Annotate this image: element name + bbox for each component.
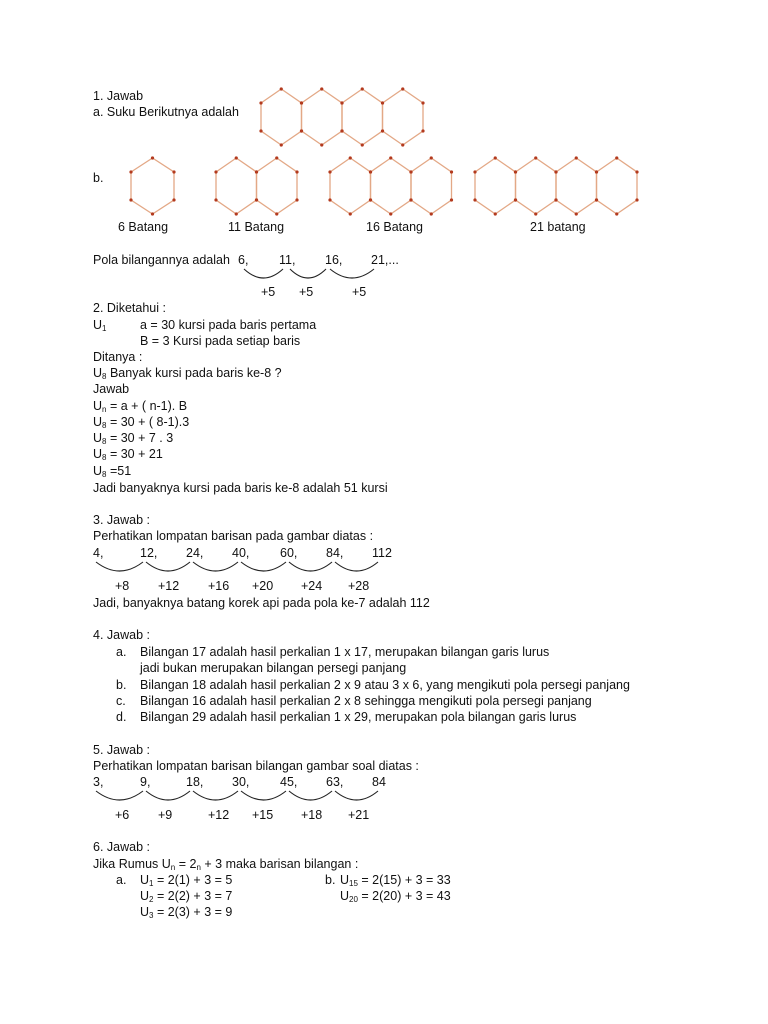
q1-seq-term: 21,... bbox=[371, 253, 399, 267]
q6-a-item: $U_3 = 2(3) + 3 = 9$ bbox=[140, 905, 233, 920]
q5-diff: +6 bbox=[115, 808, 130, 822]
q4-header: 4. Jawab : bbox=[93, 628, 150, 642]
difference-arc bbox=[193, 791, 238, 800]
q2-b-line: B = 3 Kursi pada setiap baris bbox=[140, 334, 301, 348]
q5-seq-term: 84 bbox=[372, 775, 386, 789]
q4-item-label: c. bbox=[116, 694, 126, 708]
q1-seq-term: 11, bbox=[279, 253, 296, 267]
q2-step: $U_8 = 30 + 7$ . 3 bbox=[93, 431, 174, 446]
q2-question: $U_8$ Banyak kursi pada baris ke-8 ? bbox=[93, 366, 282, 381]
q4-item-text: Bilangan 16 adalah hasil perkalian 2 x 8 sehingga mengikuti pola persegi panjang bbox=[140, 694, 592, 708]
q3-diff: +28 bbox=[348, 579, 370, 593]
difference-arc bbox=[193, 562, 238, 571]
q3-conclusion: Jadi, banyaknya batang korek api pada pola ke-7 adalah 112 bbox=[93, 596, 430, 610]
q2-header: 2. Diketahui : bbox=[93, 301, 166, 315]
q3-intro: Perhatikan lompatan barisan pada gambar diatas : bbox=[93, 529, 374, 543]
q5-seq-term: 3, bbox=[93, 775, 104, 789]
q1-seq-term: 6, bbox=[238, 253, 249, 267]
q2-ditanya: Ditanya : bbox=[93, 350, 143, 364]
difference-arc bbox=[146, 791, 190, 800]
q3-diff: +16 bbox=[208, 579, 230, 593]
q2-step: $U_8 =51$ bbox=[93, 464, 132, 479]
q4-item-text: jadi bukan merupakan bilangan persegi panjang bbox=[140, 661, 407, 675]
q1-part-a-label: a. Suku Berikutnya adalah bbox=[93, 105, 239, 119]
q2-step: $U_8 = 30 + 21$ bbox=[93, 447, 163, 462]
q5-seq-term: 63, bbox=[326, 775, 344, 789]
q5-seq-term: 9, bbox=[140, 775, 151, 789]
q3-seq-term: 24, bbox=[186, 546, 204, 560]
q6-a-label: a. bbox=[116, 873, 127, 887]
q1-part-b-label: b. bbox=[93, 171, 104, 185]
q2-conclusion: Jadi banyaknya kursi pada baris ke-8 adalah 51 kursi bbox=[93, 481, 388, 495]
difference-arc bbox=[244, 269, 283, 278]
q1-diff: +5 bbox=[261, 285, 276, 299]
q4-item-label: b. bbox=[116, 678, 127, 692]
q4-item-label: a. bbox=[116, 645, 127, 659]
q5-seq-term: 30, bbox=[232, 775, 250, 789]
q3-seq-term: 4, bbox=[93, 546, 104, 560]
q2-jawab: Jawab bbox=[93, 382, 130, 396]
q5-seq-term: 45, bbox=[280, 775, 298, 789]
q5-header: 5. Jawab : bbox=[93, 743, 150, 757]
difference-arc bbox=[289, 791, 332, 800]
caption-11-batang: 11 Batang bbox=[228, 220, 285, 234]
difference-arc bbox=[290, 269, 326, 278]
q5-diff: +12 bbox=[208, 808, 230, 822]
q1-seq-term: 16, bbox=[325, 253, 343, 267]
q1-diff: +5 bbox=[352, 285, 367, 299]
q5-diff: +9 bbox=[158, 808, 173, 822]
difference-arc bbox=[96, 562, 143, 571]
q6-a-item: $U_1 = 2(1) + 3 = 5$ bbox=[140, 873, 233, 888]
q3-diff: +20 bbox=[252, 579, 274, 593]
q2-u1: $U_1$ bbox=[93, 318, 107, 333]
q3-seq-term: 84, bbox=[326, 546, 344, 560]
q3-seq-term: 40, bbox=[232, 546, 250, 560]
difference-arc bbox=[330, 269, 374, 278]
difference-arc bbox=[96, 791, 143, 800]
q1-header: 1. Jawab bbox=[93, 89, 144, 103]
caption-6-batang: 6 Batang bbox=[118, 220, 169, 234]
q1-diff: +5 bbox=[299, 285, 314, 299]
q3-seq-term: 12, bbox=[140, 546, 158, 560]
q6-b-label: b. bbox=[325, 873, 336, 887]
q4-item-label: d. bbox=[116, 710, 127, 724]
q3-seq-term: 112 bbox=[372, 546, 392, 560]
q2-step: $U_8 = 30$ + ( 8-1).3 bbox=[93, 415, 190, 430]
q3-diff: +24 bbox=[301, 579, 323, 593]
caption-21-batang: 21 batang bbox=[530, 220, 586, 234]
q6-a-item: $U_2 = 2(2) + 3 = 7$ bbox=[140, 889, 233, 904]
difference-arc bbox=[146, 562, 190, 571]
difference-arc bbox=[335, 791, 378, 800]
q5-seq-term: 18, bbox=[186, 775, 204, 789]
q4-item-text: Bilangan 29 adalah hasil perkalian 1 x 29, merupakan pola bilangan garis lurus bbox=[140, 710, 577, 724]
q5-diff: +21 bbox=[348, 808, 370, 822]
difference-arc bbox=[289, 562, 332, 571]
q3-seq-term: 60, bbox=[280, 546, 298, 560]
difference-arc bbox=[241, 562, 286, 571]
q3-diff: +8 bbox=[115, 579, 130, 593]
q5-intro: Perhatikan lompatan barisan bilangan gambar soal diatas : bbox=[93, 759, 419, 773]
q3-header: 3. Jawab : bbox=[93, 513, 150, 527]
q5-diff: +18 bbox=[301, 808, 323, 822]
q1-pola-label: Pola bilangannya adalah bbox=[93, 253, 230, 267]
q3-diff: +12 bbox=[158, 579, 180, 593]
q2-a-line: a = 30 kursi pada baris pertama bbox=[140, 318, 317, 332]
q4-item-text: Bilangan 17 adalah hasil perkalian 1 x 17, merupakan bilangan garis lurus bbox=[140, 645, 550, 659]
q6-b-item: $U_{15} = 2(15) + 3 = 33$ bbox=[340, 873, 451, 888]
q6-header: 6. Jawab : bbox=[93, 840, 150, 854]
difference-arc bbox=[241, 791, 286, 800]
q4-item-text: Bilangan 18 adalah hasil perkalian 2 x 9 atau 3 x 6, yang mengikuti pola persegi panjang bbox=[140, 678, 630, 692]
q5-diff: +15 bbox=[252, 808, 274, 822]
difference-arc bbox=[335, 562, 378, 571]
caption-16-batang: 16 Batang bbox=[366, 220, 423, 234]
q6-rule: Jika Rumus $U_n = 2_n + 3$ maka barisan bilangan : bbox=[93, 857, 359, 872]
q2-formula: $U_n = a$ + ( n-1). B bbox=[93, 399, 188, 414]
q6-b-item: $U_{20} = 2(20) + 3 = 43$ bbox=[340, 889, 451, 904]
